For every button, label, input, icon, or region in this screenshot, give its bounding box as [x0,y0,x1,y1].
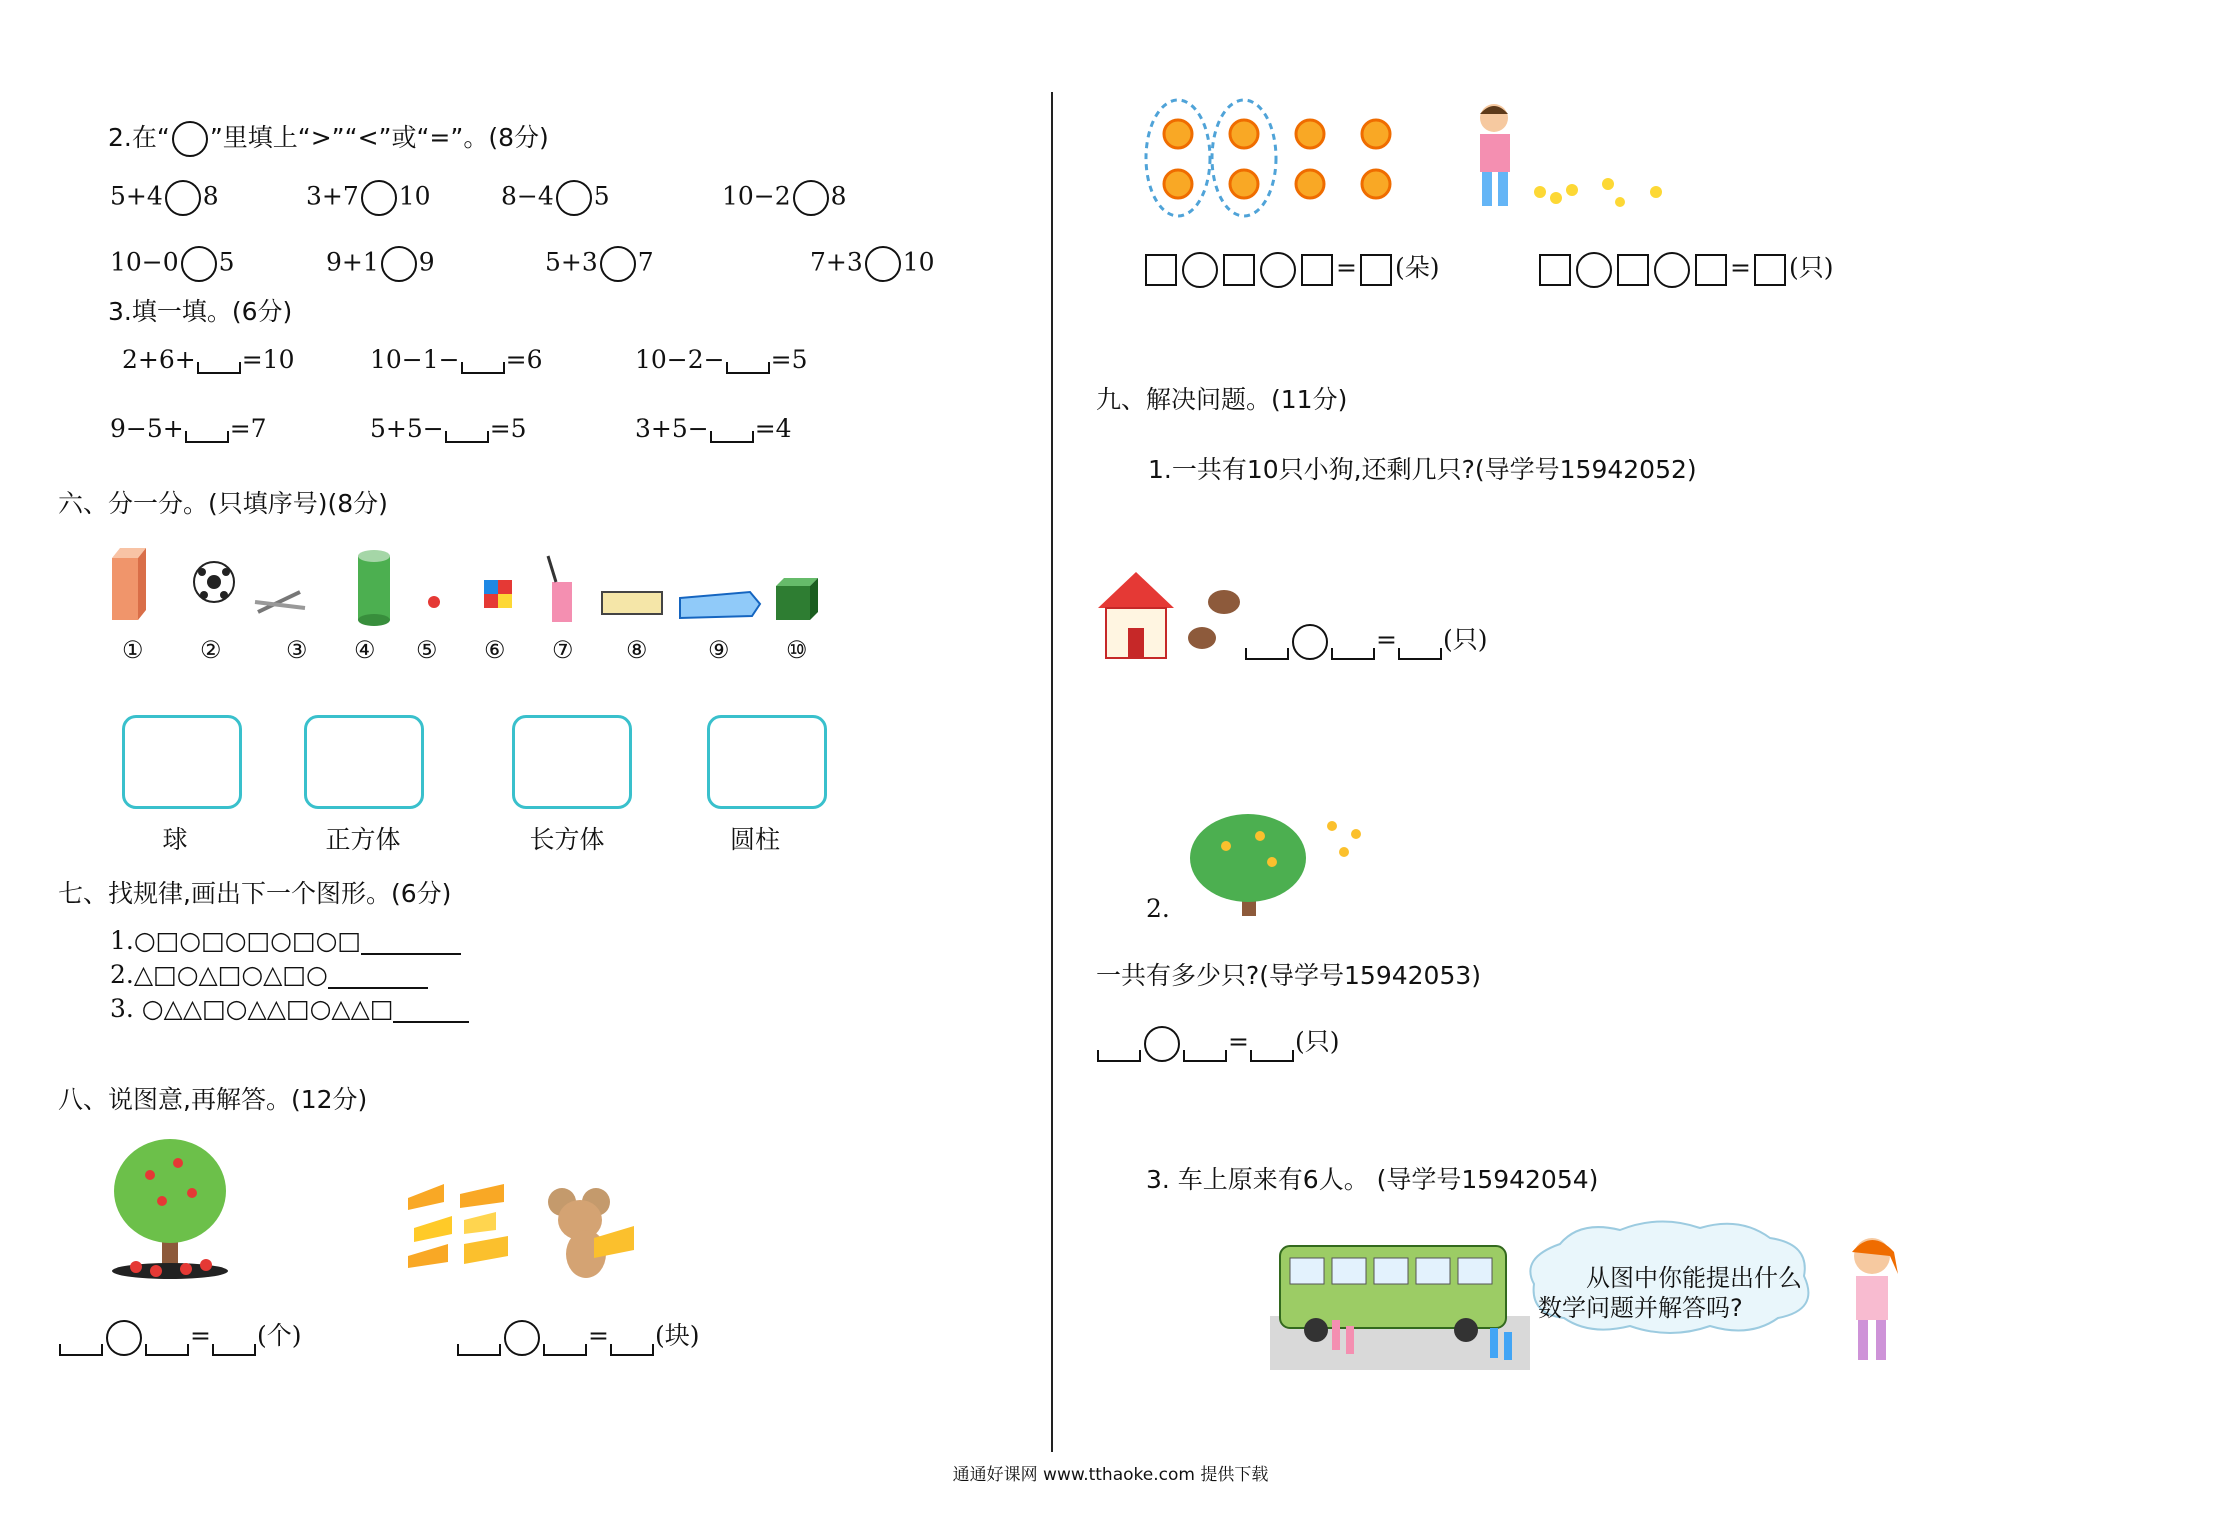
q3-item: 9−5+ =7 [110,414,267,443]
sort-box-cylinder[interactable] [707,715,827,809]
shape-number: ⑩ [786,636,808,664]
sort-label: 球 [162,825,188,854]
house-dogs-icon [1094,566,1254,666]
answer-blank[interactable] [445,431,489,443]
footer-text: 通通好课网 www.tthaoke.com 提供下载 [952,1465,1269,1485]
bus-scene-icon [1270,1236,1530,1370]
sort-label: 长方体 [529,825,605,854]
pattern-line: 3. ○△△□○△△□○△△□ [110,994,469,1023]
shape-number: ② [200,636,222,664]
q3-item: 10−2− =5 [635,345,808,374]
section9-title: 九、解决问题。(11分) [1096,385,1348,414]
q2-item: 5+3 7 [545,246,654,282]
shape-number: ⑥ [484,636,506,664]
bubble-text-2: 数学问题并解答吗? [1538,1294,1743,1322]
q3-title: 3.填一填。(6分) [108,297,293,326]
shape-number: ③ [286,636,308,664]
shapes-row [100,540,840,640]
answer-blank[interactable] [457,1344,501,1356]
answer-blank[interactable] [710,431,754,443]
ball-icon [194,562,234,602]
compare-circle[interactable] [361,180,397,216]
operator-circle[interactable] [1260,252,1296,288]
prism-icon [680,592,760,618]
q3-item: 5+5− =5 [370,414,527,443]
ruler-box-icon [602,592,662,614]
answer-square[interactable] [1617,254,1649,286]
cuboid-icon [112,548,146,620]
operator-circle[interactable] [1654,252,1690,288]
problem-3: 3. 车上原来有6人。 (导学号15942054) [1146,1165,1599,1194]
sort-box-cuboid[interactable] [512,715,632,809]
q2-item: 3+7 10 [306,180,431,216]
mouse-icon [540,1186,640,1286]
cylinder-icon [358,550,390,626]
q2-item: 8−4 5 [501,180,610,216]
q2-item: 10−2 8 [722,180,847,216]
compare-circle[interactable] [865,246,901,282]
answer-blank[interactable] [212,1344,256,1356]
equation-8a: = (个) [58,1316,301,1356]
q3-item: 2+6+ =10 [122,345,295,374]
compare-circle[interactable] [381,246,417,282]
problem-2: 一共有多少只?(导学号15942053) [1096,961,1482,990]
section7-title: 七、找规律,画出下一个图形。(6分) [58,879,452,908]
section6-title: 六、分一分。(只填序号)(8分) [58,489,388,518]
answer-blank[interactable] [1097,1050,1141,1062]
q2-item: 9+1 9 [326,246,435,282]
compare-circle[interactable] [793,180,829,216]
equation-flowers: = (朵) [1142,248,1439,288]
sticks-icon [255,592,305,612]
answer-square[interactable] [1539,254,1571,286]
answer-blank[interactable] [59,1344,103,1356]
circle-icon [172,121,208,157]
q2-item: 7+3 10 [810,246,935,282]
problem-1: 1.一共有10只小狗,还剩几只?(导学号15942052) [1148,455,1697,484]
pattern-line: 1.○□○□○□○□○□ [110,926,461,955]
operator-circle[interactable] [1144,1026,1180,1062]
compare-circle[interactable] [600,246,636,282]
answer-square[interactable] [1223,254,1255,286]
girl-icon [1836,1234,1906,1370]
bubble-text-1: 从图中你能提出什么 [1586,1264,1802,1292]
answer-blank[interactable] [726,362,770,374]
answer-square[interactable] [1695,254,1727,286]
operator-circle[interactable] [1292,624,1328,660]
answer-line[interactable] [328,987,428,989]
answer-square[interactable] [1145,254,1177,286]
answer-square[interactable] [1754,254,1786,286]
answer-square[interactable] [1360,254,1392,286]
equation-9-1: = (只) [1244,620,1487,660]
shape-number: ⑤ [416,636,438,664]
pattern-line: 2.△□○△□○△□○ [110,960,428,989]
answer-blank[interactable] [1183,1050,1227,1062]
equation-9-2: = (只) [1096,1022,1339,1062]
section8-title: 八、说图意,再解答。(12分) [58,1085,368,1114]
flowers-icon [1140,96,1410,226]
answer-blank[interactable] [543,1344,587,1356]
shape-number: ⑦ [552,636,574,664]
girl-feeding-chicks-icon [1460,100,1680,220]
q2-title: 2.在“ ”里填上“>”“<”或“=”。(8分) [108,118,549,157]
shape-number: ④ [354,636,376,664]
problem-2-number: 2. [1146,894,1170,923]
q3-item: 10−1− =6 [370,345,543,374]
answer-blank[interactable] [610,1344,654,1356]
cheese-pieces-icon [404,1180,514,1270]
sort-label: 正方体 [325,825,401,854]
operator-circle[interactable] [106,1320,142,1356]
rubik-cube-icon [484,580,512,608]
apple-tree-icon [106,1135,236,1285]
answer-blank[interactable] [1331,648,1375,660]
shape-number: ① [122,636,144,664]
answer-line[interactable] [393,1021,469,1023]
shape-number: ⑧ [626,636,648,664]
compare-circle[interactable] [181,246,217,282]
answer-square[interactable] [1301,254,1333,286]
answer-blank[interactable] [197,362,241,374]
answer-line[interactable] [361,953,461,955]
q2-item: 10−0 5 [110,246,235,282]
pen-cup-icon [548,556,572,622]
equation-chicks: = (只) [1536,248,1833,288]
sort-box-cube[interactable] [304,715,424,809]
cube-icon [776,578,818,620]
q2-item: 5+4 8 [110,180,219,216]
compare-circle[interactable] [165,180,201,216]
operator-circle[interactable] [1576,252,1612,288]
answer-blank[interactable] [1245,648,1289,660]
equation-8b: = (块) [456,1316,699,1356]
operator-circle[interactable] [1182,252,1218,288]
answer-blank[interactable] [185,431,229,443]
answer-blank[interactable] [1250,1050,1294,1062]
sort-box-ball[interactable] [122,715,242,809]
compare-circle[interactable] [556,180,592,216]
q3-item: 3+5− =4 [635,414,792,443]
answer-blank[interactable] [461,362,505,374]
small-ball-icon [428,596,440,608]
operator-circle[interactable] [504,1320,540,1356]
answer-blank[interactable] [145,1344,189,1356]
shape-number: ⑨ [708,636,730,664]
column-divider [1051,92,1053,1452]
sort-label: 圆柱 [729,825,780,854]
answer-blank[interactable] [1398,648,1442,660]
tree-birds-icon [1186,806,1376,921]
